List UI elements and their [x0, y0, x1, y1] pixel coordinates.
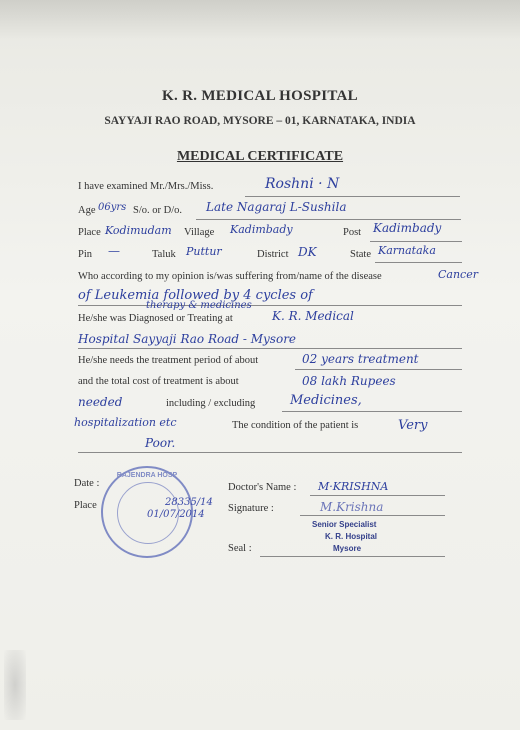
doctor-label: Doctor's Name :: [228, 482, 297, 493]
paper-smudge: [4, 650, 26, 720]
period-rule: [295, 369, 462, 370]
diagnosed-line: [78, 313, 233, 324]
condition-rule: [78, 452, 462, 453]
seal-line-2: K. R. Hospital: [325, 532, 378, 541]
post-label: Post: [343, 227, 362, 238]
cost-label: and the total cost of treatment is about: [78, 376, 239, 387]
disease-rule: [78, 305, 462, 306]
date-label: Date :: [74, 478, 100, 489]
taluk-label: Taluk: [152, 249, 176, 260]
date-value: 01/07/2014: [147, 509, 205, 520]
paper-fold-shadow: [0, 0, 520, 40]
pin-label: Pin: [78, 249, 93, 260]
pin-value: —: [108, 244, 120, 258]
seal-line-3: Mysore: [333, 544, 362, 553]
period-label: He/she needs the treatment period of about: [78, 355, 259, 366]
examined-line: [78, 181, 213, 192]
seal-rule: [260, 556, 445, 557]
pin-line: [78, 249, 92, 260]
period-line: [78, 355, 258, 366]
signature-rule: [300, 515, 445, 516]
condition-value-2: Poor.: [145, 436, 176, 450]
place-label: Place: [78, 227, 101, 238]
diagnosed-label: He/she was Diagnosed or Treating at: [78, 313, 233, 324]
state-rule: [375, 262, 462, 263]
village-value: Kadimbady: [230, 223, 293, 236]
period-value: 02 years treatment: [302, 352, 419, 366]
taluk-value: Puttur: [186, 245, 222, 258]
examined-label: I have examined Mr./Mrs./Miss.: [78, 181, 214, 192]
cost-value-2: needed: [78, 395, 123, 409]
place-footer-label: Place: [74, 500, 97, 511]
signature-value: M.Krishna: [320, 500, 384, 514]
cost-value-1: 08 lakh Rupees: [302, 374, 396, 388]
diagnosed-value-1: K. R. Medical: [272, 309, 354, 323]
stamp-text: RAJENDRA HOSP: [116, 472, 178, 479]
age-value: 06yrs: [98, 202, 127, 213]
name-rule: [245, 196, 460, 197]
cost-line: [78, 376, 239, 387]
place-line: [78, 227, 101, 238]
post-rule: [370, 241, 462, 242]
hospital-name: K. R. MEDICAL HOSPITAL: [162, 88, 358, 104]
condition-label: The condition of the patient is: [232, 420, 359, 431]
place-value: Kodimudam: [105, 224, 172, 237]
including-label: including / excluding: [166, 398, 256, 409]
parent-rule: [196, 219, 461, 220]
seal-line-1: Senior Specialist: [312, 520, 377, 529]
certificate-title-text: MEDICAL CERTIFICATE: [176, 149, 344, 164]
diagnosed-value-2: Hospital Sayyaji Rao Road - Mysore: [78, 332, 297, 346]
doctor-rule: [310, 495, 445, 496]
including-rule: [282, 411, 462, 412]
age-label: Age: [78, 205, 96, 216]
district-value: DK: [298, 245, 317, 259]
disease-value-2: of Leukemia followed by 4 cycles of: [78, 288, 313, 303]
signature-label: Signature :: [228, 503, 274, 514]
disease-line: [78, 271, 382, 282]
disease-value-1: Cancer: [438, 268, 478, 281]
state-value: Karnataka: [378, 244, 436, 257]
reg-number: 28335/14: [165, 497, 213, 508]
disease-label: Who according to my opinion is/was suffering from/name of the disease: [78, 271, 382, 282]
parent-value: Late Nagaraj L-Sushila: [206, 200, 347, 214]
hospitalization-value: hospitalization etc: [74, 416, 177, 429]
village-label: Village: [184, 227, 215, 238]
patient-name: Roshni · N: [265, 176, 340, 192]
seal-label: Seal :: [228, 543, 252, 554]
age-line: [78, 205, 96, 216]
so-label: S/o. or D/o.: [133, 205, 183, 216]
certificate-title: [0, 149, 520, 165]
state-label: State: [350, 249, 371, 260]
post-value: Kadimbady: [373, 221, 442, 235]
disease-value-3: therapy & medicines: [146, 300, 252, 311]
hospital-address: SAYYAJI RAO ROAD, MYSORE – 01, KARNATAKA, INDIA: [104, 115, 416, 127]
including-value: Medicines,: [290, 393, 362, 408]
doctor-value: M·KRISHNA: [318, 480, 389, 493]
diagnosed-rule: [78, 348, 462, 349]
district-label: District: [257, 249, 289, 260]
condition-value-1: Very: [398, 418, 428, 433]
